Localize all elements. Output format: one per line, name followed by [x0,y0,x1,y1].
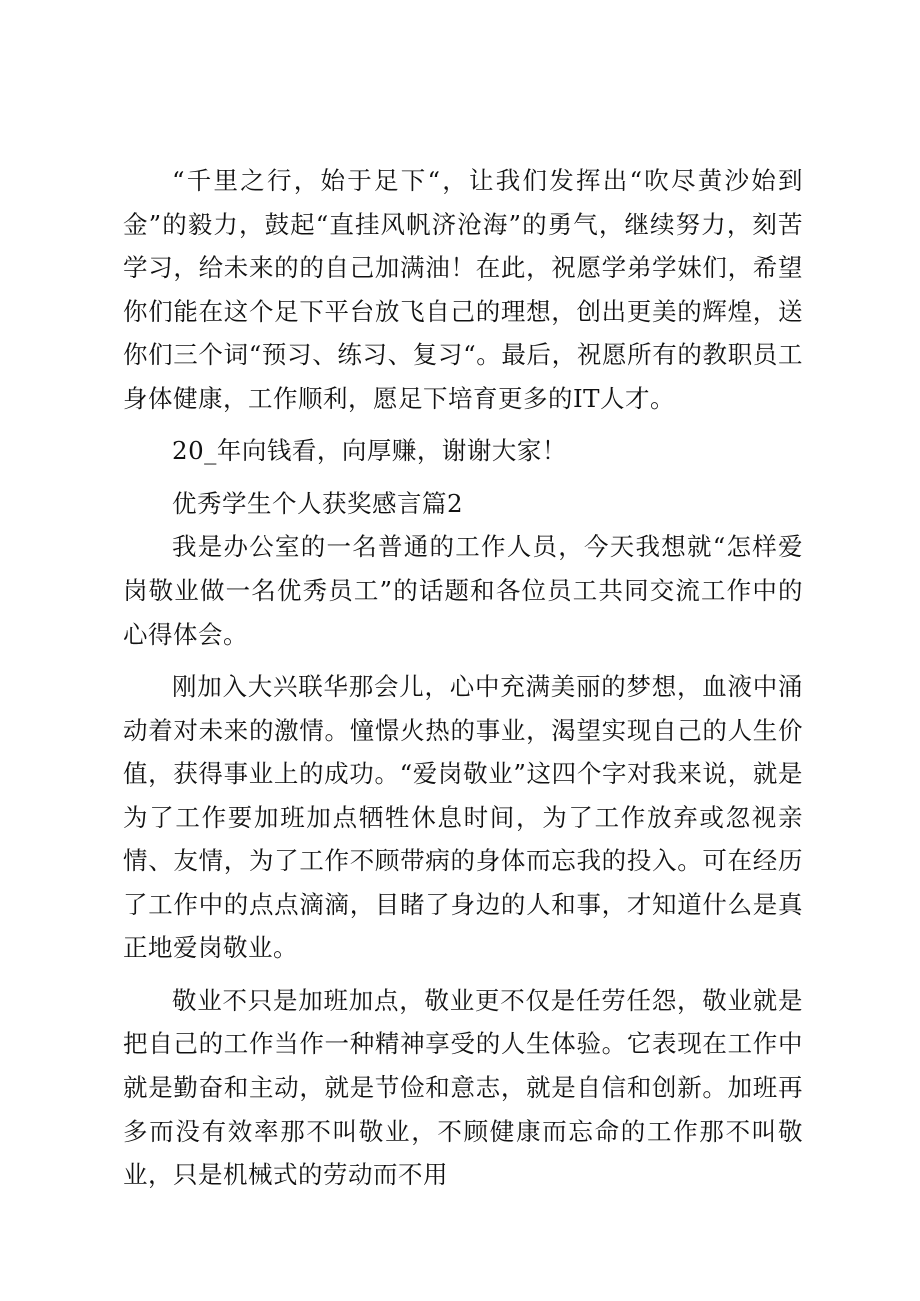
paragraph-introduction: 我是办公室的一名普通的工作人员，今天我想就“怎样爱岗敬业做一名优秀员工”的话题和各位员工共同交流工作中的心得体会。 [123,532,803,649]
paragraph-dedication-meaning: 敬业不只是加班加点，敬业更不仅是任劳任怨，敬业就是把自己的工作当作一种精神享受的人生体验。它表现在工作中就是勤奋和主动，就是节俭和意志，就是自信和创新。加班再多而没有效率那不叫敬业，不顾健康而忘命的工作那不叫敬业，只是机械式的劳动而不用 [123,985,803,1190]
section-title: 优秀学生个人获奖感言篇2 [172,488,464,518]
document-body [123,159,803,1197]
paragraph-closing-wishes: “千里之行，始于足下“，让我们发挥出“吹尽黄沙始到金”的毅力，鼓起“直挂风帆济沧海”的勇气，继续努力，刻苦学习，给未来的的自己加满油！在此，祝愿学弟学妹们，希望你们能在这个足下平台放飞自己的理想，创出更美的辉煌，送你们三个词“预习、练习、复习“。最后，祝愿所有的教职员工身体健康，工作顺利，愿足下培育更多的IT人才。 [123,166,803,413]
paragraph-early-experience: 刚加入大兴联华那会儿，心中充满美丽的梦想，血液中涌动着对未来的激情。憧憬火热的事业，渴望实现自己的人生价值，获得事业上的成功。“爱岗敬业”这四个字对我来说，就是为了工作要加班加点牺牲休息时间，为了工作放弃或忽视亲情、友情，为了工作不顾带病的身体而忘我的投入。可在经历了工作中的点点滴滴，目睹了身边的人和事，才知道什么是真正地爱岗敬业。 [123,671,803,963]
paragraph-thanks: 20_年向钱看，向厚赚，谢谢大家！ [172,436,567,466]
